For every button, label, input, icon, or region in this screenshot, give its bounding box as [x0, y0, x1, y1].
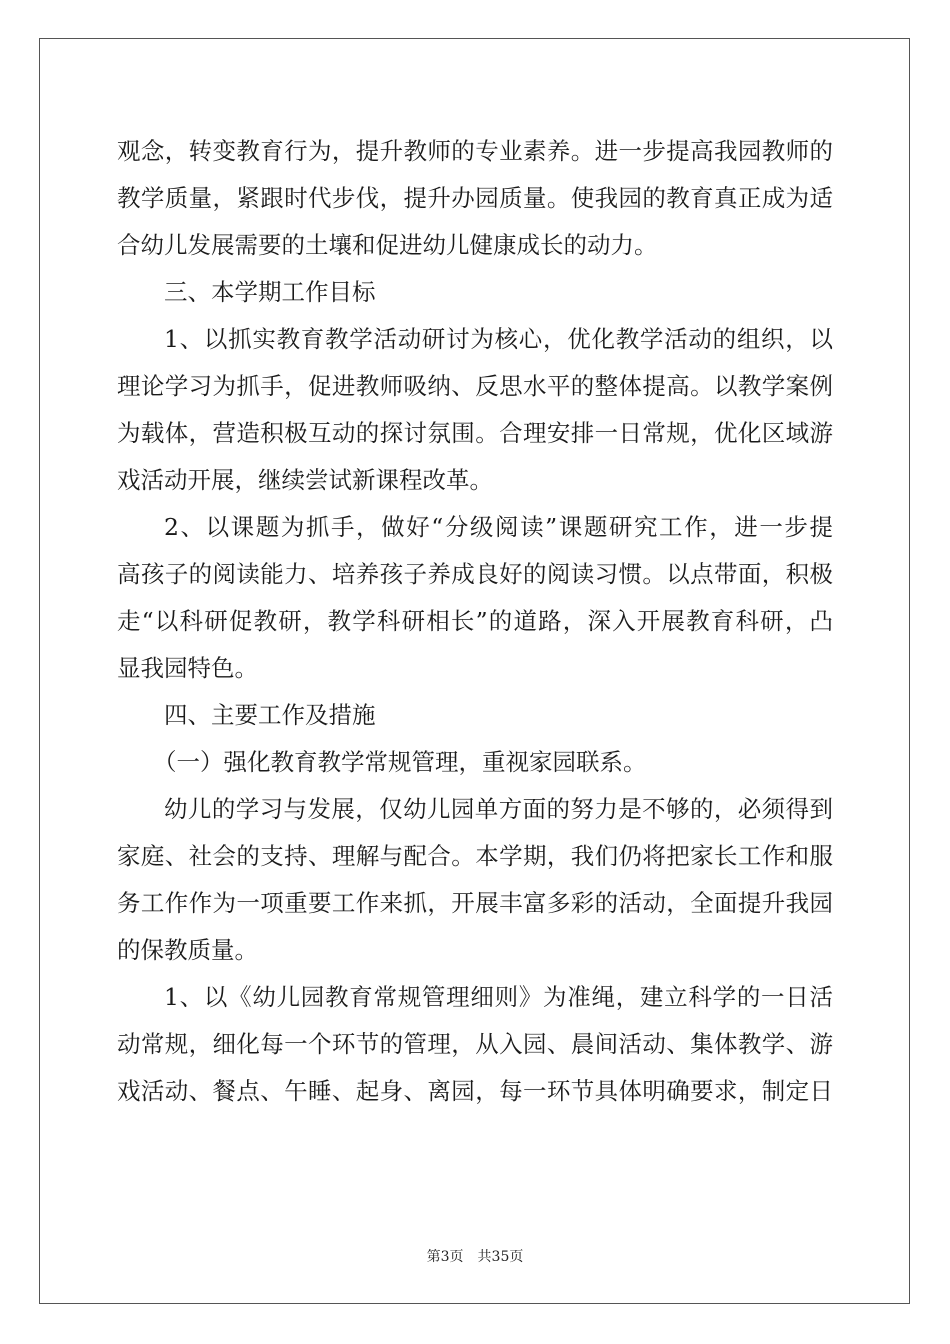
text-line: 教学质量，紧跟时代步伐，提升办园质量。使我园的教育真正成为适	[117, 184, 833, 212]
text-line: 显我园特色。	[117, 654, 258, 682]
text-line: 戏活动、餐点、午睡、起身、离园，每一环节具体明确要求，制定日	[117, 1077, 833, 1105]
document-body	[117, 128, 833, 1115]
text-line: 幼儿的学习与发展，仅幼儿园单方面的努力是不够的，必须得到	[164, 795, 833, 823]
text-line: 观念，转变教育行为，提升教师的专业素养。进一步提高我园教师的	[117, 137, 833, 165]
text-line: 的保教质量。	[117, 936, 258, 964]
section-heading: 三、本学期工作目标	[164, 278, 376, 306]
text-line: 2、以课题为抓手，做好“分级阅读”课题研究工作，进一步提	[164, 513, 833, 541]
text-line: 为载体，营造积极互动的探讨氛围。合理安排一日常规，优化区域游	[117, 419, 833, 447]
text-line: 家庭、社会的支持、理解与配合。本学期，我们仍将把家长工作和服	[117, 842, 833, 870]
text-line: 戏活动开展，继续尝试新课程改革。	[117, 466, 493, 494]
text-line: 走“以科研促教研，教学科研相长”的道路，深入开展教育科研，凸	[117, 607, 833, 635]
page-number: 第3页	[426, 1249, 464, 1265]
text-line: 1、以抓实教育教学活动研讨为核心，优化教学活动的组织，以	[164, 325, 833, 353]
text-line: 1、以《幼儿园教育常规管理细则》为准绳，建立科学的一日活	[164, 983, 833, 1011]
text-line: 务工作作为一项重要工作来抓，开展丰富多彩的活动，全面提升我园	[117, 889, 833, 917]
section-heading: 四、主要工作及措施	[164, 701, 376, 729]
text-line: 高孩子的阅读能力、培养孩子养成良好的阅读习惯。以点带面，积极	[117, 560, 833, 588]
page-footer	[0, 1246, 950, 1266]
page-total: 共35页	[477, 1249, 524, 1265]
text-line: 理论学习为抓手，促进教师吸纳、反思水平的整体提高。以教学案例	[117, 372, 833, 400]
subsection-heading: （一）强化教育教学常规管理，重视家园联系。	[153, 748, 647, 776]
text-line: 动常规，细化每一个环节的管理，从入园、晨间活动、集体教学、游	[117, 1030, 833, 1058]
text-line: 合幼儿发展需要的土壤和促进幼儿健康成长的动力。	[117, 231, 658, 259]
